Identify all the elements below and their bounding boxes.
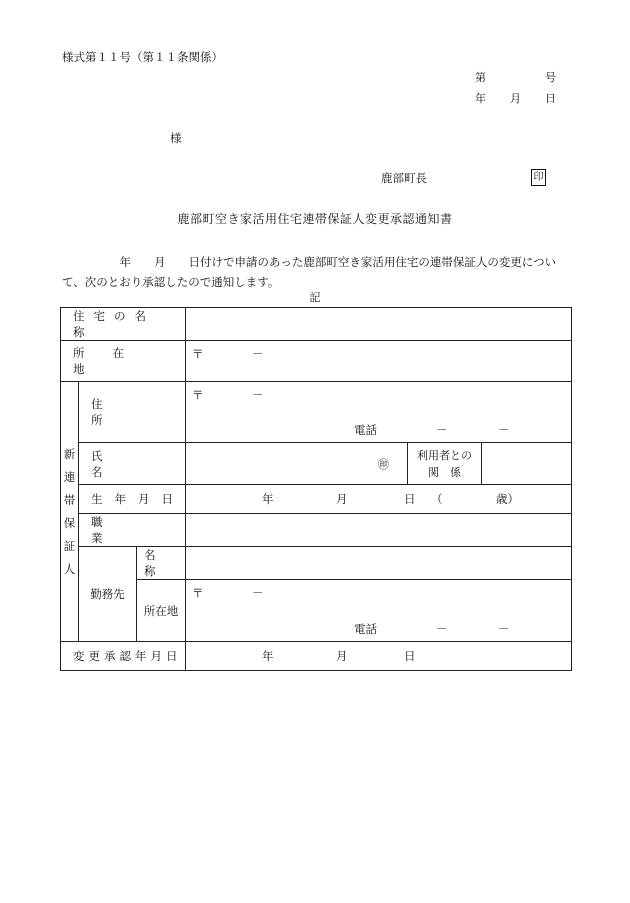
guarantor-group-char: 保 bbox=[63, 515, 76, 530]
body-text: 年 月 日付けで申請のあった鹿部町空き家活用住宅の連帯保証人の変更について、次のとおり承認したので通知します。 bbox=[62, 255, 557, 289]
workplace-phone-sep1: － bbox=[436, 622, 448, 636]
label-workplace-location bbox=[137, 580, 186, 642]
label-housing-name-text: 住宅の名称 bbox=[73, 309, 155, 339]
label-relation-line2: 関 係 bbox=[428, 465, 461, 479]
dob-day: 日 bbox=[404, 492, 416, 506]
workplace-phone-label: 電話 bbox=[354, 622, 377, 636]
row-occupation bbox=[61, 514, 572, 547]
row-dob bbox=[61, 485, 572, 514]
row-workplace-location bbox=[61, 580, 572, 642]
guarantor-group-label bbox=[61, 382, 79, 642]
guarantor-group-char: 新 bbox=[63, 446, 76, 461]
guarantor-group-char: 人 bbox=[63, 561, 76, 576]
address-phone-sep1: － bbox=[436, 423, 448, 437]
dob-age: 歳） bbox=[496, 492, 519, 506]
row-housing-name bbox=[61, 308, 572, 341]
value-name[interactable] bbox=[186, 443, 408, 485]
form-number-label: 様式第１１号（第１１条関係） bbox=[62, 50, 223, 64]
value-workplace-name[interactable] bbox=[186, 547, 572, 580]
label-occupation bbox=[79, 514, 186, 547]
postal-mark: 〒 bbox=[192, 347, 204, 361]
row-location bbox=[61, 341, 572, 382]
label-workplace-name bbox=[137, 547, 186, 580]
dob-year: 年 bbox=[262, 492, 274, 506]
guarantor-group-char: 証 bbox=[63, 538, 76, 553]
ki-marker: 記 bbox=[309, 291, 321, 304]
value-occupation[interactable] bbox=[186, 514, 572, 547]
guarantor-group-text bbox=[61, 443, 78, 581]
label-relation bbox=[408, 443, 482, 485]
row-address bbox=[61, 382, 572, 443]
dob-month: 月 bbox=[336, 492, 348, 506]
label-change-date bbox=[61, 642, 186, 671]
label-address bbox=[79, 382, 186, 443]
value-housing-name[interactable] bbox=[186, 308, 572, 341]
row-name bbox=[61, 443, 572, 485]
label-occupation-text: 職業 bbox=[91, 515, 141, 545]
address-postal-mark: 〒 bbox=[192, 388, 204, 402]
label-change-date-text: 変更承認年月日 bbox=[73, 649, 182, 663]
value-workplace-location[interactable] bbox=[186, 580, 572, 642]
value-address[interactable] bbox=[186, 382, 572, 443]
guarantor-group-char: 連 bbox=[63, 469, 76, 484]
value-change-date[interactable] bbox=[186, 642, 572, 671]
postal-dash: － bbox=[252, 347, 264, 361]
label-dob bbox=[79, 485, 186, 514]
label-name bbox=[79, 443, 186, 485]
number-prefix: 第 bbox=[475, 71, 486, 84]
address-postal-dash: － bbox=[252, 388, 264, 402]
label-housing-name bbox=[61, 308, 186, 341]
document-title: 鹿部町空き家活用住宅連帯保証人変更承認通知書 bbox=[177, 212, 453, 226]
workplace-postal-mark: 〒 bbox=[192, 586, 204, 600]
address-phone-label: 電話 bbox=[354, 423, 377, 437]
label-workplace-location-text: 所在地 bbox=[143, 603, 179, 618]
change-date-month: 月 bbox=[336, 649, 348, 663]
label-relation-line1: 利用者との bbox=[417, 448, 472, 462]
value-relation[interactable] bbox=[482, 443, 572, 485]
workplace-postal-dash: － bbox=[252, 586, 264, 600]
value-location[interactable] bbox=[186, 341, 572, 382]
issue-day: 日 bbox=[545, 92, 556, 105]
guarantor-group-char: 帯 bbox=[63, 492, 76, 507]
row-change-date bbox=[61, 642, 572, 671]
issuer-title: 鹿部町長 bbox=[381, 171, 427, 185]
label-workplace-name-text: 名称 bbox=[144, 548, 166, 578]
label-location bbox=[61, 341, 186, 382]
issue-year: 年 bbox=[475, 92, 486, 105]
label-location-text: 所在地 bbox=[73, 346, 152, 376]
guarantor-change-table bbox=[60, 307, 572, 671]
row-workplace-name bbox=[61, 547, 572, 580]
change-date-year: 年 bbox=[262, 649, 274, 663]
number-suffix: 号 bbox=[545, 71, 556, 84]
addressee-honorific: 様 bbox=[170, 131, 182, 145]
dob-paren-open: （ bbox=[431, 492, 443, 506]
label-name-text: 氏名 bbox=[91, 448, 158, 479]
label-dob-text: 生年月日 bbox=[91, 492, 185, 506]
change-date-day: 日 bbox=[404, 649, 416, 663]
label-address-text: 住所 bbox=[91, 397, 158, 427]
label-workplace bbox=[79, 547, 137, 642]
value-dob[interactable] bbox=[186, 485, 572, 514]
address-phone-sep2: － bbox=[498, 423, 510, 437]
official-seal-box: 印 bbox=[531, 169, 546, 186]
issue-month: 月 bbox=[510, 92, 521, 105]
name-seal-mark: ㊞ bbox=[378, 457, 389, 471]
label-workplace-text: 勤務先 bbox=[90, 587, 125, 601]
workplace-phone-sep2: － bbox=[498, 622, 510, 636]
